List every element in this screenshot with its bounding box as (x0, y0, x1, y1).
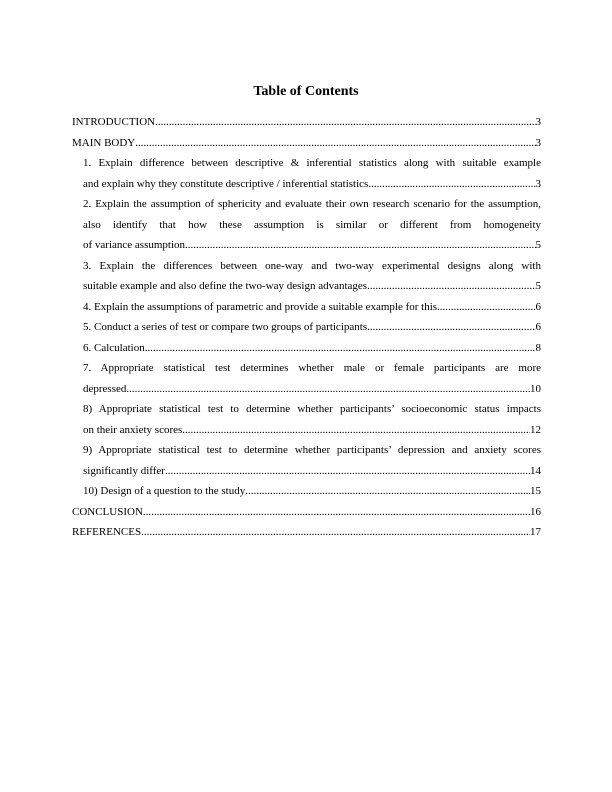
toc-page-number: 6 (535, 321, 541, 333)
toc-entry-lead: 1. Explain difference between descriptive & inferential statistics along with suitable example (83, 157, 541, 169)
toc-page-number: 10 (530, 382, 541, 395)
toc-entry-label: suitable example and also define the two-way design advantages (83, 280, 368, 292)
dot-leader (143, 502, 530, 523)
toc-entry-lead: 7. Appropriate statistical test determines whether male or female participants are more (83, 362, 541, 374)
toc-entry-1[interactable] (72, 153, 541, 194)
dot-leader (182, 420, 530, 441)
toc-list (72, 112, 541, 543)
dot-leader (245, 481, 530, 502)
toc-page-number: 3 (535, 136, 541, 149)
toc-entry-lead: 3. Explain the differences between one-way and two-way experimental designs along with (83, 259, 541, 272)
dot-leader (135, 133, 535, 154)
toc-page-number: 12 (530, 423, 541, 436)
toc-entry-10[interactable] (72, 481, 541, 502)
toc-entry-label: INTRODUCTION (72, 116, 156, 128)
toc-entry-4[interactable] (72, 297, 541, 318)
toc-entry-2[interactable] (72, 194, 541, 256)
dot-leader (155, 112, 535, 133)
toc-entry-label: and explain why they constitute descriptive / inferential statistics (83, 177, 369, 190)
toc-entry-label: on their anxiety scores (83, 423, 183, 436)
toc-entry-label: 10) Design of a question to the study (83, 485, 246, 497)
toc-entry-label: depressed (83, 382, 127, 395)
toc-entry-conclusion[interactable] (72, 502, 541, 523)
dot-leader (368, 174, 535, 195)
toc-page-number: 15 (530, 485, 541, 497)
toc-entry-lead: 9) Appropriate statistical test to determine whether participants’ depression and anxiety scores (83, 444, 541, 456)
toc-entry-6[interactable] (72, 338, 541, 359)
toc-entry-label: 5. Conduct a series of test or compare two groups of participants (83, 321, 368, 333)
toc-page-number: 3 (535, 116, 541, 128)
dot-leader (367, 276, 535, 297)
toc-title: Table of Contents (253, 84, 359, 99)
toc-entry-label: significantly differ (83, 464, 165, 477)
toc-page-number: 3 (535, 177, 541, 190)
toc-page-number: 8 (535, 341, 541, 354)
toc-entry-introduction[interactable] (72, 112, 541, 133)
toc-entry-8[interactable] (72, 399, 541, 440)
dot-leader (145, 338, 536, 359)
toc-page-number: 17 (530, 526, 541, 538)
toc-page-number: 6 (535, 300, 541, 313)
dot-leader (141, 522, 530, 543)
toc-entry-references[interactable] (72, 522, 541, 543)
toc-entry-label: REFERENCES (72, 526, 142, 538)
dot-leader (437, 297, 535, 318)
toc-entry-label: 6. Calculation (83, 341, 145, 354)
toc-entry-label: of variance assumption (83, 239, 186, 251)
toc-page-number: 5 (535, 239, 541, 251)
toc-entry-5[interactable] (72, 317, 541, 338)
toc-entry-lead: 8) Appropriate statistical test to determine whether participants’ socioeconomic status impacts (83, 403, 541, 415)
dot-leader (185, 235, 535, 256)
toc-entry-3[interactable] (72, 256, 541, 297)
toc-entry-label: MAIN BODY (72, 136, 136, 149)
dot-leader (165, 461, 530, 482)
toc-entry-7[interactable] (72, 358, 541, 399)
dot-leader (126, 379, 530, 400)
toc-entry-label: CONCLUSION (72, 505, 143, 518)
toc-entry-label: 4. Explain the assumptions of parametric and provide a suitable example for this (83, 300, 438, 313)
toc-entry-9[interactable] (72, 440, 541, 481)
toc-entry-main-body[interactable] (72, 133, 541, 154)
toc-page-number: 5 (535, 280, 541, 292)
toc-page-number: 14 (530, 464, 541, 477)
toc-entry-lead: 2. Explain the assumption of sphericity and evaluate their own research scenario for the assumption, also identify that how these assumption is similar or different from homogeneity (83, 198, 541, 231)
dot-leader (367, 317, 535, 338)
toc-page-number: 16 (530, 505, 541, 518)
